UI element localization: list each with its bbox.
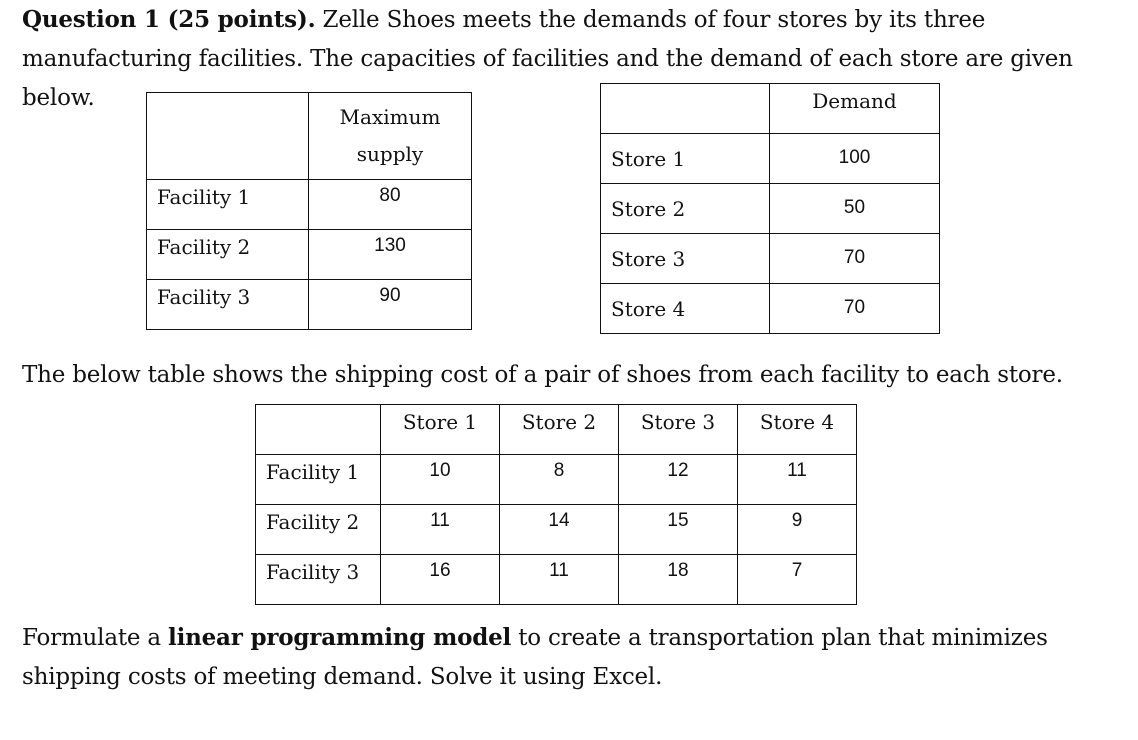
demand-value: 70 <box>770 234 940 284</box>
supply-row-label: Facility 2 <box>147 230 309 280</box>
demand-corner-cell <box>601 84 770 134</box>
demand-row-label: Store 1 <box>601 134 770 184</box>
demand-row-label: Store 2 <box>601 184 770 234</box>
demand-value: 70 <box>770 284 940 334</box>
cost-cell: 10 <box>381 455 500 505</box>
cost-cell: 18 <box>619 555 738 605</box>
intro-text: Zelle Shoes meets the demands of four stores by its three manufacturing facilities. The capacities of facilities and the demand of each store are given below. <box>22 7 1073 111</box>
task-text-bold: linear programming model <box>168 624 512 651</box>
cost-column-header: Store 4 <box>738 405 857 455</box>
supply-row-label: Facility 3 <box>147 280 309 330</box>
shipping-cost-table <box>255 404 857 605</box>
demand-row-label: Store 3 <box>601 234 770 284</box>
cost-row-label: Facility 1 <box>256 455 381 505</box>
cost-cell: 11 <box>738 455 857 505</box>
cost-column-header: Store 1 <box>381 405 500 455</box>
supply-value: 130 <box>309 230 472 280</box>
supply-table <box>146 92 472 330</box>
demand-value: 50 <box>770 184 940 234</box>
shipping-intro: The below table shows the shipping cost of a pair of shoes from each facility to each store. <box>22 362 1063 388</box>
supply-header-line1: Maximum <box>339 105 441 129</box>
cost-cell: 9 <box>738 505 857 555</box>
task-text-after: to create a transportation plan that minimizes shipping costs of meeting demand. Solve it using Excel. <box>22 625 1048 690</box>
cost-cell: 12 <box>619 455 738 505</box>
cost-corner-cell <box>256 405 381 455</box>
cost-row-label: Facility 3 <box>256 555 381 605</box>
demand-table <box>600 83 940 334</box>
demand-header: Demand <box>770 84 940 134</box>
cost-cell: 14 <box>500 505 619 555</box>
task-paragraph <box>22 618 1122 697</box>
supply-corner-cell <box>147 93 309 180</box>
demand-row-label: Store 4 <box>601 284 770 334</box>
supply-value: 90 <box>309 280 472 330</box>
cost-column-header: Store 3 <box>619 405 738 455</box>
task-text-before: Formulate a <box>22 625 169 651</box>
supply-value: 80 <box>309 180 472 230</box>
cost-cell: 11 <box>381 505 500 555</box>
question-heading: Question 1 (25 points). <box>22 6 316 33</box>
cost-cell: 7 <box>738 555 857 605</box>
cost-row-label: Facility 2 <box>256 505 381 555</box>
supply-header-line2: supply <box>356 142 424 166</box>
cost-cell: 11 <box>500 555 619 605</box>
demand-value: 100 <box>770 134 940 184</box>
supply-header <box>309 93 472 180</box>
cost-column-header: Store 2 <box>500 405 619 455</box>
supply-row-label: Facility 1 <box>147 180 309 230</box>
cost-cell: 8 <box>500 455 619 505</box>
cost-cell: 16 <box>381 555 500 605</box>
cost-cell: 15 <box>619 505 738 555</box>
